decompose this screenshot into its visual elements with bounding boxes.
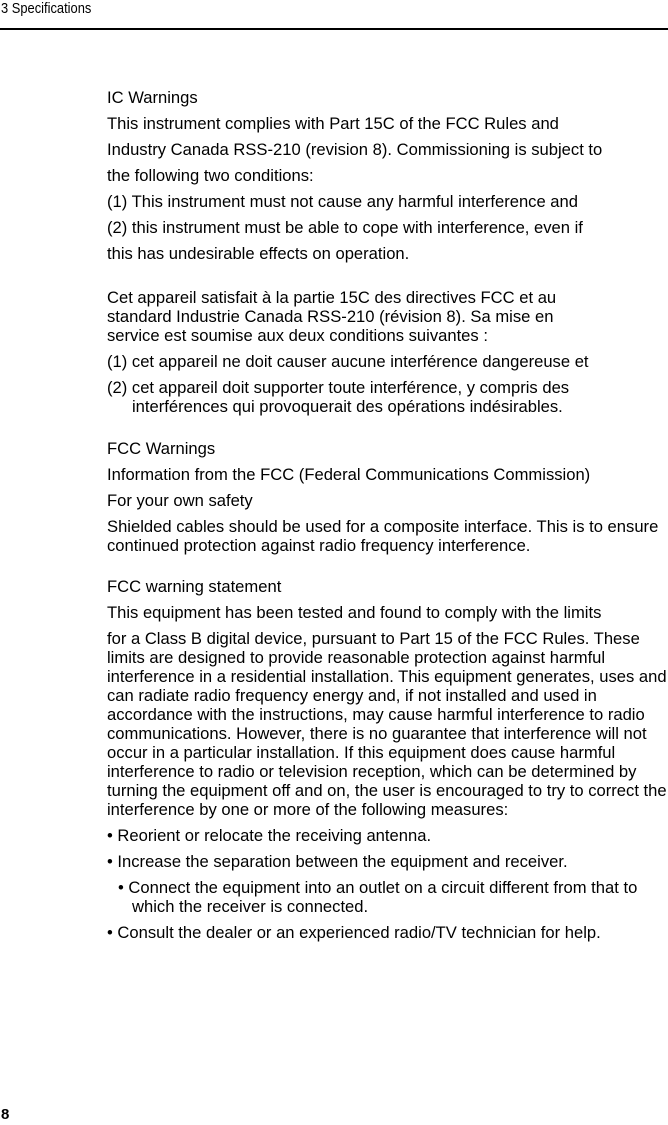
fcc-statement-title: FCC warning statement — [107, 577, 282, 596]
measure-bullet: • Increase the separation between the equipment and receiver. — [107, 852, 568, 871]
header-title: 3 Specifications — [1, 0, 92, 17]
fcc-warnings-title: FCC Warnings — [107, 439, 216, 458]
fr-text-line-1: Cet appareil satisfait à la partie 15C des directives FCC et au — [107, 288, 557, 307]
measure-bullet: • Reorient or relocate the receiving antenna. — [107, 826, 432, 845]
ic-text-line-2: Industry Canada RSS-210 (revision 8). Commissioning is subject to — [107, 140, 603, 159]
ic-warnings-french-section — [107, 288, 667, 416]
fcc-statement-body: for a Class B digital device, pursuant to Part 15 of the FCC Rules. These limits are designed to provide reasonable protection against harmful interference in a residential installation. This equipment generates, uses and can radiate radio frequency energy and, if not installed and used in accordance with the instructions, may cause harmful interference to radio communications. However, there is no guarantee that interference will not occur in a particular installation. If this equipment does cause harmful interference to radio or television reception, which can be determined by turning the equipment off and on, the user is encouraged to try to correct the interference by one or more of the following measures: — [107, 629, 667, 819]
ic-warnings-section — [107, 88, 667, 263]
ic-condition-1: (1) This instrument must not cause any harmful interference and — [107, 192, 578, 211]
fcc-shielded-cables-text: Shielded cables should be used for a composite interface. This is to ensure continued protection against radio frequency interference. — [107, 517, 659, 555]
measure-bullet: • Consult the dealer or an experienced radio/TV technician for help. — [107, 923, 601, 942]
ic-condition-2-continued: this has undesirable effects on operation. — [107, 244, 410, 263]
fcc-info-line: Information from the FCC (Federal Communications Commission) — [107, 465, 591, 484]
fcc-statement-line-1: This equipment has been tested and found to comply with the limits — [107, 603, 602, 622]
fr-text-line-2: standard Industrie Canada RSS-210 (révision 8). Sa mise en — [107, 307, 554, 326]
ic-text-line-3: the following two conditions: — [107, 166, 314, 185]
ic-warnings-title: IC Warnings — [107, 88, 198, 107]
ic-condition-2: (2) this instrument must be able to cope with interference, even if — [107, 218, 583, 237]
fcc-warning-statement-section — [107, 577, 667, 942]
fcc-warnings-section — [107, 439, 667, 555]
fr-text-line-3: service est soumise aux deux conditions suivantes : — [107, 326, 488, 345]
ic-text-line-1: This instrument complies with Part 15C of the FCC Rules and — [107, 114, 559, 133]
fr-condition-1: (1) cet appareil ne doit causer aucune interférence dangereuse et — [107, 352, 589, 371]
document-body — [107, 88, 667, 949]
page-header — [0, 0, 668, 30]
measure-bullet: • Connect the equipment into an outlet on a circuit different from that to which the receiver is connected. — [118, 878, 638, 916]
fcc-safety-line: For your own safety — [107, 491, 253, 510]
fr-condition-2: (2) cet appareil doit supporter toute interférence, y compris des interférences qui provoquerait des opérations indésirables. — [107, 378, 570, 416]
page-number: 8 — [1, 1106, 10, 1123]
